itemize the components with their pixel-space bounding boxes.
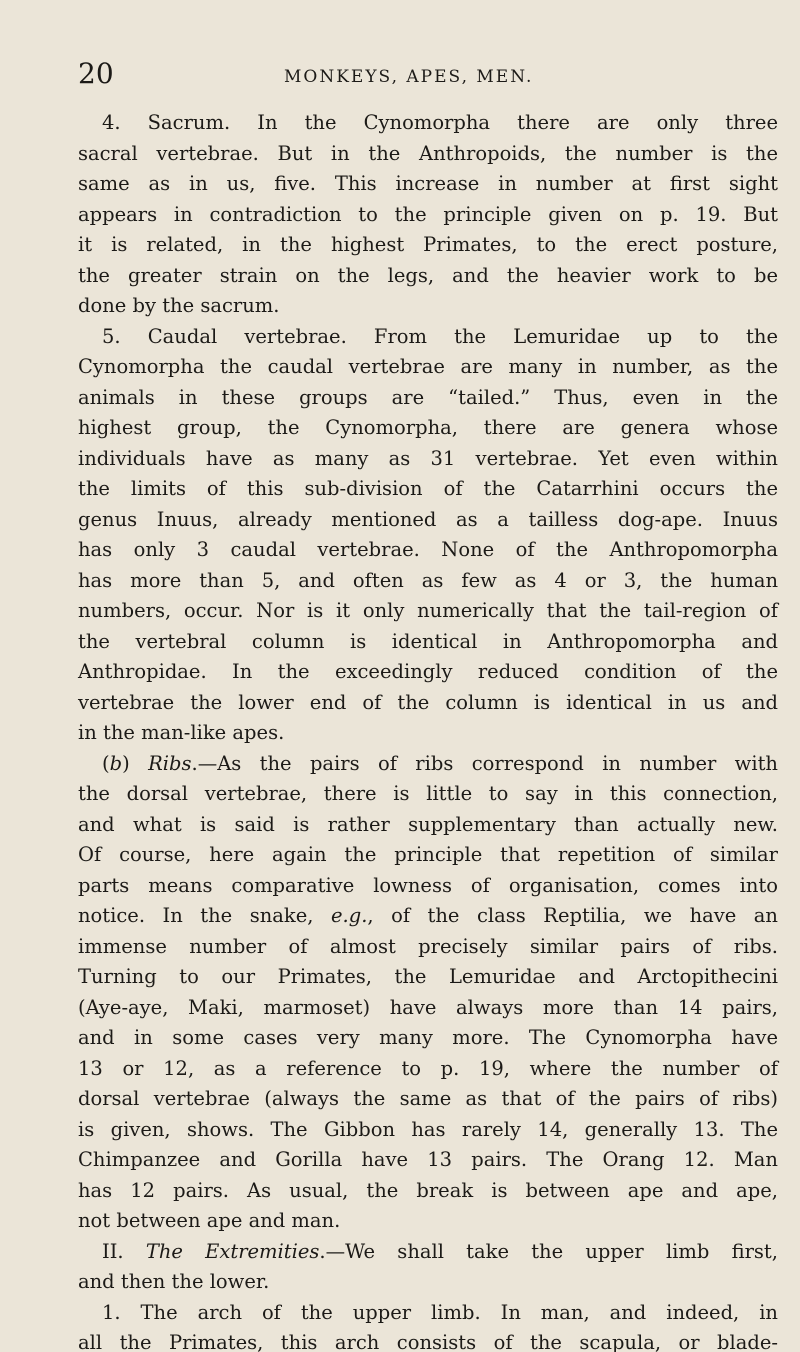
- text-line: and then the lower.: [78, 1270, 270, 1293]
- text-line: Turning to our Primates, the Lemuridae and Arctopithecini: [78, 965, 778, 988]
- text-line: individuals have as many as 31 vertebrae. Yet even within: [78, 446, 778, 470]
- text-line: [78, 749, 778, 780]
- text-run: .—We shall take the upper limb first,: [319, 1239, 778, 1263]
- italic-text: The Extremities: [145, 1239, 320, 1263]
- text-line: same as in us, five. This increase in number at first sight: [78, 172, 778, 195]
- text-run: II.: [102, 1239, 146, 1263]
- text-line: and what is said is rather supplementary than actually new.: [78, 812, 778, 836]
- italic-text: b: [109, 751, 123, 775]
- text-line: not between ape and man.: [78, 1209, 341, 1232]
- text-line: highest group, the Cynomorpha, there are genera whose: [78, 416, 778, 439]
- text-line: the dorsal vertebrae, there is little to say in this connection,: [78, 782, 778, 805]
- text-line: animals in these groups are “tailed.” Thus, even in the: [78, 385, 778, 409]
- text-line: sacral vertebrae. But in the Anthropoids, the number is the: [78, 141, 778, 165]
- text-line: numbers, occur. Nor is it only numerically that the tail-region of: [78, 599, 778, 622]
- text-line: Cynomorpha the caudal vertebrae are many in number, as the: [78, 355, 778, 378]
- text-line: vertebrae the lower end of the column is identical in us and: [78, 690, 778, 714]
- text-run: .—As the pairs of ribs correspond in number with: [191, 751, 778, 775]
- text-line: the vertebral column is identical in Anthropomorpha and: [78, 629, 778, 653]
- italic-text: Ribs: [148, 751, 192, 775]
- text-line: [78, 1237, 778, 1268]
- text-line: parts means comparative lowness of organisation, comes into: [78, 873, 778, 897]
- text-line: Chimpanzee and Gorilla have 13 pairs. The Orang 12. Man: [78, 1148, 778, 1171]
- text-line: [78, 901, 778, 932]
- text-line: 4. Sacrum. In the Cynomorpha there are only three: [102, 111, 778, 134]
- text-line: Anthropidae. In the exceedingly reduced condition of the: [78, 660, 778, 683]
- text-line: and in some cases very many more. The Cynomorpha have: [78, 1026, 778, 1049]
- text-line: Of course, here again the principle that repetition of similar: [78, 843, 778, 866]
- page-number: 20: [78, 57, 114, 90]
- text-line: done by the sacrum.: [78, 294, 280, 317]
- text-line: has only 3 caudal vertebrae. None of the Anthropomorpha: [78, 538, 778, 561]
- text-line: in the man-like apes.: [78, 721, 285, 744]
- text-line: appears in contradiction to the principle given on p. 19. But: [78, 202, 778, 226]
- text-run: ): [122, 751, 149, 775]
- text-line: 1. The arch of the upper limb. In man, and indeed, in: [102, 1300, 778, 1324]
- text-line: has more than 5, and often as few as 4 or 3, the human: [78, 568, 778, 592]
- text-line: the greater strain on the legs, and the heavier work to be: [78, 263, 778, 287]
- text-line: the limits of this sub-division of the Catarrhini occurs the: [78, 477, 778, 500]
- text-line: 13 or 12, as a reference to p. 19, where the number of: [78, 1056, 778, 1080]
- running-title: MONKEYS, APES, MEN.: [284, 67, 534, 87]
- text-line: it is related, in the highest Primates, to the erect posture,: [78, 233, 778, 256]
- text-line: (Aye-aye, Maki, marmoset) have always more than 14 pairs,: [78, 995, 778, 1019]
- text-line: dorsal vertebrae (always the same as that of the pairs of ribs): [78, 1087, 778, 1110]
- text-run: , of the class Reptilia, we have an: [367, 904, 778, 927]
- text-line: is given, shows. The Gibbon has rarely 14, generally 13. The: [78, 1117, 778, 1141]
- text-line: 5. Caudal vertebrae. From the Lemuridae up to the: [102, 324, 778, 348]
- italic-text: e.g.: [330, 904, 368, 927]
- text-line: immense number of almost precisely similar pairs of ribs.: [78, 934, 778, 958]
- text-line: has 12 pairs. As usual, the break is between ape and ape,: [78, 1178, 778, 1202]
- page-header: [78, 58, 778, 98]
- text-run: (: [102, 751, 110, 775]
- body-text: [78, 108, 778, 1352]
- text-line: genus Inuus, already mentioned as a tailless dog-ape. Inuus: [78, 507, 778, 531]
- text-line: all the Primates, this arch consists of the scapula, or blade-: [78, 1331, 778, 1352]
- text-run: notice. In the snake,: [78, 904, 331, 927]
